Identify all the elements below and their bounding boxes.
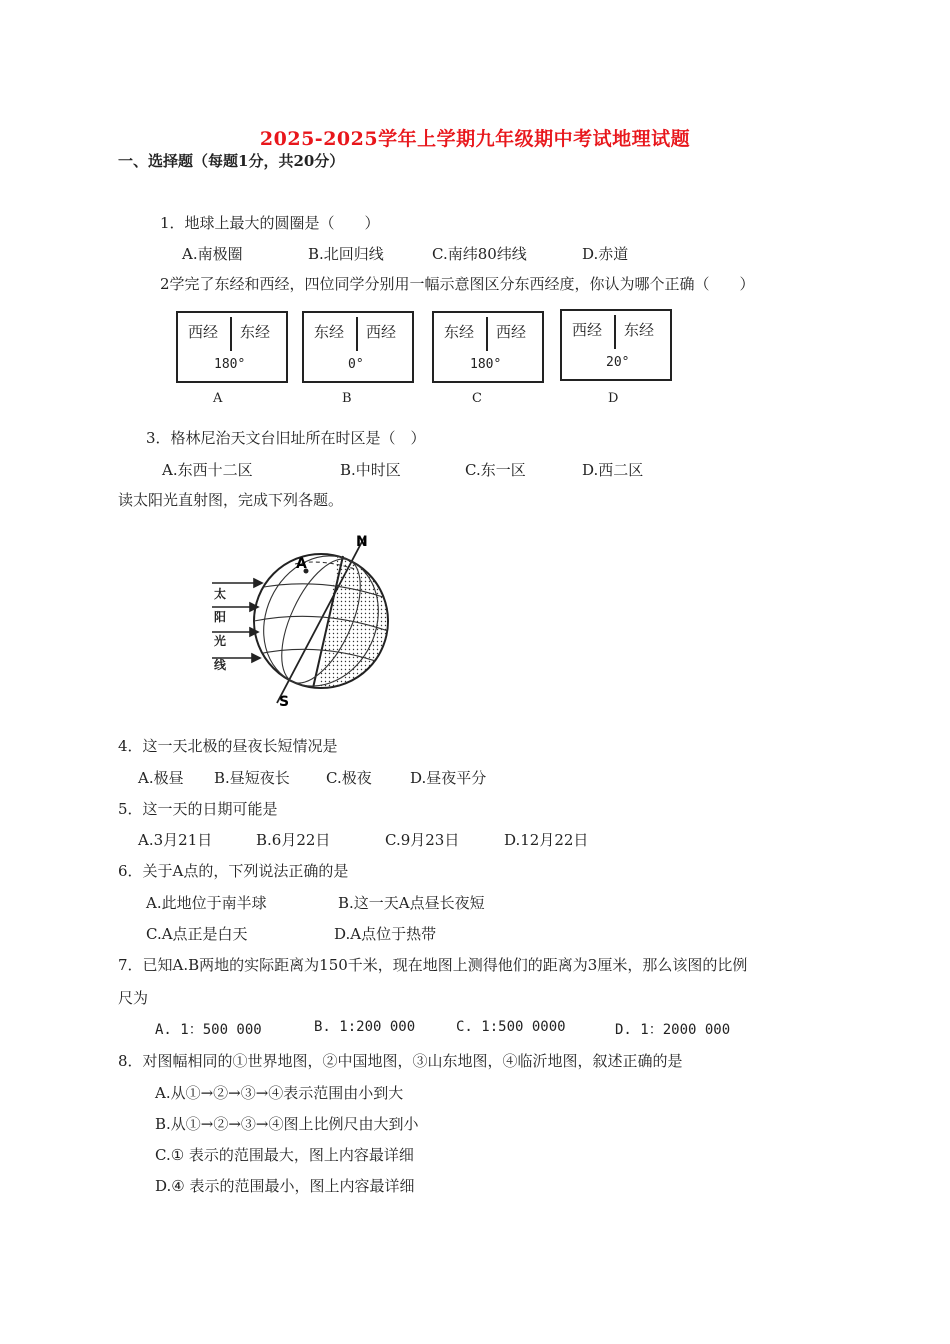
question-3-stem: 3．格林尼治天文台旧址所在时区是（ ）	[146, 429, 426, 447]
question-3-option-a: A.东西十二区	[162, 461, 253, 479]
point-a-label: A	[296, 556, 307, 572]
diagram-d-caption: D	[608, 391, 619, 406]
diagram-a-value: 180°	[214, 357, 246, 372]
question-4-option-b: B.昼短夜长	[214, 769, 290, 787]
question-5-option-a: A.3月21日	[138, 831, 213, 849]
page-title: 2025-2025学年上学期九年级期中考试地理试题	[259, 128, 691, 150]
diagram-c-meridian	[486, 317, 488, 351]
longitude-diagram-b	[302, 311, 414, 383]
question-3-option-b: B.中时区	[340, 461, 401, 479]
question-8-option-d: D.④ 表示的范围最小，图上内容最详细	[155, 1177, 415, 1195]
question-3-option-c: C.东一区	[465, 461, 526, 479]
question-1-option-b: B.北回归线	[308, 245, 384, 263]
diagram-d-value: 20°	[606, 355, 630, 370]
svg-text:光: 光	[214, 634, 227, 648]
question-5-option-d: D.12月22日	[504, 831, 589, 849]
question-1-option-a: A.南极圈	[182, 245, 243, 263]
diagram-a-left-label: 西经	[188, 323, 219, 341]
question-7-option-c: C. 1:500 0000	[456, 1019, 566, 1035]
diagram-a-right-label: 东经	[240, 323, 271, 341]
diagram-b-left-label: 东经	[314, 323, 345, 341]
question-8-option-c: C.① 表示的范围最大，图上内容最详细	[155, 1146, 414, 1164]
direct-sunlight-figure	[200, 528, 420, 718]
question-4-option-a: A.极昼	[138, 769, 184, 787]
question-8-stem: 8．对图幅相同的①世界地图，②中国地图，③山东地图，④临沂地图，叙述正确的是	[118, 1052, 683, 1070]
night-side-shading	[313, 528, 420, 718]
diagram-c-caption: C	[472, 391, 482, 406]
diagram-b-caption: B	[342, 391, 352, 406]
svg-text:阳: 阳	[214, 610, 227, 624]
question-7-option-d: D. 1：2000 000	[615, 1022, 731, 1038]
diagram-d-left-label: 西经	[572, 321, 603, 339]
svg-text:太: 太	[214, 587, 227, 601]
question-7-stem: 7．已知A.B两地的实际距离为150千米，现在地图上测得他们的距离为3厘米，那么该图的比例	[118, 956, 748, 974]
sunlight-label	[214, 586, 227, 672]
diagram-a-caption: A	[213, 391, 223, 406]
svg-text:线: 线	[214, 658, 227, 672]
diagram-b-meridian	[356, 317, 358, 351]
question-4-option-c: C.极夜	[326, 769, 372, 787]
question-3-option-d: D.西二区	[582, 461, 644, 479]
question-6-option-d: D.A点位于热带	[334, 925, 437, 943]
diagram-a-meridian	[230, 317, 232, 351]
question-7-option-b: B. 1:200 000	[314, 1019, 416, 1035]
longitude-diagram-c	[432, 311, 544, 383]
question-1-stem: 1．地球上最大的圆圈是（ ）	[160, 214, 380, 232]
longitude-diagram-a	[176, 311, 288, 383]
north-label: N	[356, 534, 368, 550]
question-8-option-a: A.从①→②→③→④表示范围由小到大	[155, 1084, 404, 1102]
question-7-option-a: A. 1：500 000	[155, 1022, 262, 1038]
question-1-option-d: D.赤道	[582, 245, 629, 263]
south-label: S	[279, 694, 290, 710]
question-6-option-a: A.此地位于南半球	[146, 894, 267, 912]
section-heading: 一、选择题（每题1分，共20分）	[118, 152, 345, 170]
question-4-option-d: D.昼夜平分	[410, 769, 487, 787]
diagram-c-value: 180°	[470, 357, 502, 372]
question-1-option-c: C.南纬80纬线	[432, 245, 527, 263]
question-5-option-c: C.9月23日	[385, 831, 460, 849]
question-4-stem: 4．这一天北极的昼夜长短情况是	[118, 737, 338, 755]
diagram-b-value: 0°	[348, 357, 364, 372]
question-2-stem: 2学完了东经和西经，四位同学分别用一幅示意图区分东西经度，你认为哪个正确（ ）	[160, 275, 755, 293]
question-5-stem: 5．这一天的日期可能是	[118, 800, 278, 818]
question-6-stem: 6．关于A点的，下列说法正确的是	[118, 862, 349, 880]
question-6-option-c: C.A点正是白天	[146, 925, 248, 943]
diagram-c-left-label: 东经	[444, 323, 475, 341]
question-5-option-b: B.6月22日	[256, 831, 331, 849]
question-8-option-b: B.从①→②→③→④图上比例尺由大到小	[155, 1115, 419, 1133]
diagram-b-right-label: 西经	[366, 323, 397, 341]
diagram-d-right-label: 东经	[624, 321, 655, 339]
question-6-option-b: B.这一天A点昼长夜短	[338, 894, 485, 912]
diagram-c-right-label: 西经	[496, 323, 527, 341]
question-7-stem-continued: 尺为	[118, 989, 149, 1007]
diagram-d-meridian	[614, 315, 616, 349]
reading-instruction: 读太阳光直射图，完成下列各题。	[118, 491, 344, 509]
longitude-diagram-d	[560, 309, 672, 381]
